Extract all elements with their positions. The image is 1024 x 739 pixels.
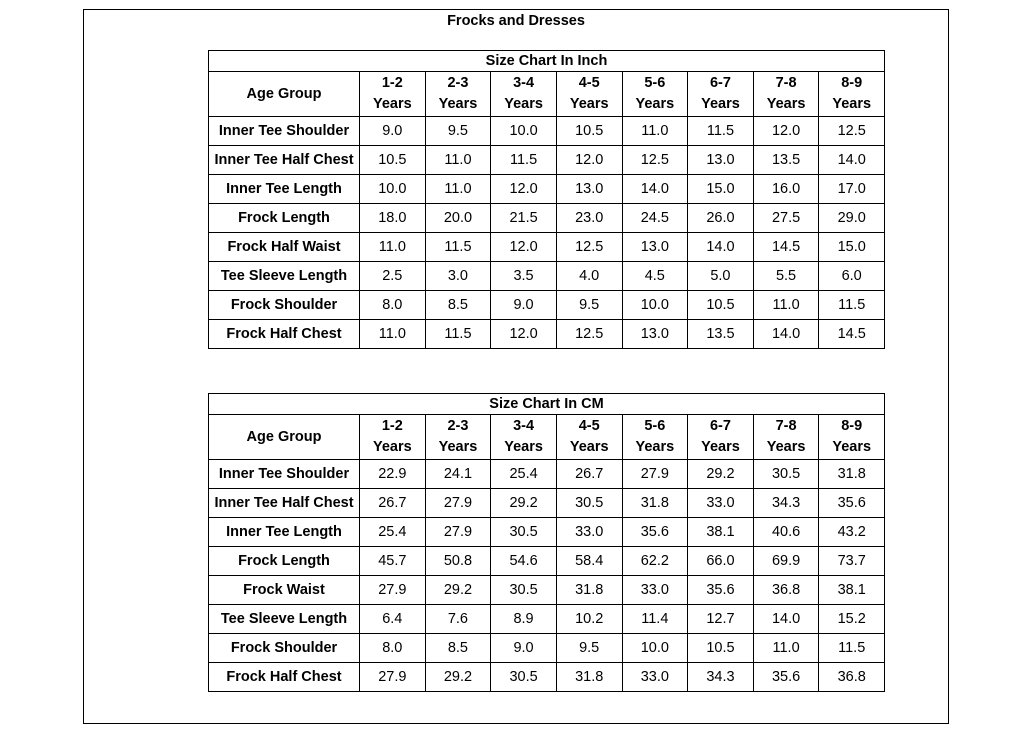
- table-row: [209, 547, 885, 576]
- measurement-cell: 5.5: [753, 262, 819, 291]
- measurement-cell: 11.0: [753, 291, 819, 320]
- measurement-cell: 11.0: [360, 320, 426, 349]
- measurement-cell: 14.0: [688, 233, 754, 262]
- column-header: [491, 415, 557, 460]
- measurement-cell: 10.5: [688, 634, 754, 663]
- measurement-cell: 22.9: [360, 460, 426, 489]
- measurement-cell: 38.1: [819, 576, 885, 605]
- measurement-cell: 54.6: [491, 547, 557, 576]
- table-row: [209, 146, 885, 175]
- column-unit: Years: [635, 96, 675, 112]
- measurement-cell: 31.8: [622, 489, 688, 518]
- measurement-cell: 40.6: [753, 518, 819, 547]
- table-header-row: [209, 72, 885, 117]
- column-header: [425, 415, 491, 460]
- measurement-cell: 11.5: [425, 320, 491, 349]
- row-label: Frock Length: [209, 547, 360, 576]
- measurement-cell: 27.9: [622, 460, 688, 489]
- measurement-cell: 30.5: [491, 576, 557, 605]
- measurement-cell: 6.4: [360, 605, 426, 634]
- measurement-cell: 14.0: [753, 605, 819, 634]
- column-age-range: 4-5: [578, 75, 600, 91]
- measurement-cell: 33.0: [622, 576, 688, 605]
- measurement-cell: 10.0: [622, 634, 688, 663]
- measurement-cell: 31.8: [556, 576, 622, 605]
- measurement-cell: 11.0: [360, 233, 426, 262]
- document-title: Frocks and Dresses: [447, 13, 585, 29]
- measurement-cell: 14.0: [753, 320, 819, 349]
- column-unit: Years: [438, 96, 478, 112]
- table-row: [209, 489, 885, 518]
- measurement-cell: 30.5: [491, 518, 557, 547]
- measurement-cell: 3.0: [425, 262, 491, 291]
- table-row: [209, 320, 885, 349]
- measurement-cell: 10.5: [556, 117, 622, 146]
- column-age-range: 1-2: [381, 75, 403, 91]
- column-header: [360, 415, 426, 460]
- column-unit: Years: [569, 96, 609, 112]
- measurement-cell: 15.0: [819, 233, 885, 262]
- row-label: Inner Tee Length: [209, 518, 360, 547]
- column-header: [753, 415, 819, 460]
- row-label: Frock Waist: [209, 576, 360, 605]
- measurement-cell: 9.5: [556, 291, 622, 320]
- measurement-cell: 27.9: [425, 489, 491, 518]
- measurement-cell: 11.0: [622, 117, 688, 146]
- measurement-cell: 30.5: [753, 460, 819, 489]
- measurement-cell: 34.3: [753, 489, 819, 518]
- measurement-cell: 10.0: [491, 117, 557, 146]
- table-row: [209, 175, 885, 204]
- measurement-cell: 33.0: [556, 518, 622, 547]
- table-row: [209, 117, 885, 146]
- measurement-cell: 12.0: [556, 146, 622, 175]
- row-label: Inner Tee Shoulder: [209, 117, 360, 146]
- column-age-range: 3-4: [513, 418, 535, 434]
- measurement-cell: 27.9: [425, 518, 491, 547]
- measurement-cell: 26.7: [556, 460, 622, 489]
- column-header: [360, 72, 426, 117]
- row-label: Frock Half Chest: [209, 320, 360, 349]
- row-header-label: Age Group: [209, 415, 360, 460]
- measurement-cell: 12.0: [491, 233, 557, 262]
- measurement-cell: 27.9: [360, 663, 426, 692]
- measurement-cell: 11.5: [819, 291, 885, 320]
- column-unit: Years: [766, 439, 806, 455]
- measurement-cell: 14.5: [753, 233, 819, 262]
- column-header: [819, 415, 885, 460]
- table-row: [209, 262, 885, 291]
- measurement-cell: 35.6: [688, 576, 754, 605]
- measurement-cell: 26.0: [688, 204, 754, 233]
- column-header: [425, 72, 491, 117]
- column-unit: Years: [701, 96, 740, 112]
- column-age-range: 3-4: [513, 75, 535, 91]
- measurement-cell: 12.5: [556, 233, 622, 262]
- measurement-cell: 11.5: [688, 117, 754, 146]
- column-unit: Years: [504, 439, 543, 455]
- measurement-cell: 29.0: [819, 204, 885, 233]
- table-row: [209, 634, 885, 663]
- column-unit: Years: [372, 439, 412, 455]
- column-age-range: 2-3: [447, 75, 469, 91]
- measurement-cell: 50.8: [425, 547, 491, 576]
- column-unit: Years: [832, 96, 872, 112]
- measurement-cell: 69.9: [753, 547, 819, 576]
- column-unit: Years: [635, 439, 675, 455]
- measurement-cell: 2.5: [360, 262, 426, 291]
- measurement-cell: 9.5: [556, 634, 622, 663]
- measurement-cell: 8.5: [425, 291, 491, 320]
- measurement-cell: 11.0: [753, 634, 819, 663]
- measurement-cell: 8.9: [491, 605, 557, 634]
- measurement-cell: 15.0: [688, 175, 754, 204]
- column-header: [622, 415, 688, 460]
- column-age-range: 6-7: [709, 418, 731, 434]
- column-header: [688, 415, 754, 460]
- measurement-cell: 35.6: [819, 489, 885, 518]
- column-header: [819, 72, 885, 117]
- row-label: Inner Tee Half Chest: [209, 489, 360, 518]
- measurement-cell: 34.3: [688, 663, 754, 692]
- measurement-cell: 45.7: [360, 547, 426, 576]
- measurement-cell: 18.0: [360, 204, 426, 233]
- column-header: [753, 72, 819, 117]
- column-header: [556, 415, 622, 460]
- table-caption-row: [209, 394, 885, 415]
- measurement-cell: 12.0: [491, 320, 557, 349]
- measurement-cell: 10.5: [360, 146, 426, 175]
- measurement-cell: 58.4: [556, 547, 622, 576]
- measurement-cell: 12.5: [819, 117, 885, 146]
- table-caption: Size Chart In CM: [209, 394, 885, 415]
- table-caption-row: [209, 51, 885, 72]
- column-unit: Years: [701, 439, 740, 455]
- measurement-cell: 12.7: [688, 605, 754, 634]
- measurement-cell: 9.0: [491, 291, 557, 320]
- column-unit: Years: [504, 96, 543, 112]
- measurement-cell: 11.5: [425, 233, 491, 262]
- measurement-cell: 24.1: [425, 460, 491, 489]
- row-label: Tee Sleeve Length: [209, 262, 360, 291]
- measurement-cell: 29.2: [425, 576, 491, 605]
- measurement-cell: 29.2: [491, 489, 557, 518]
- column-age-range: 6-7: [709, 75, 731, 91]
- measurement-cell: 36.8: [819, 663, 885, 692]
- measurement-cell: 43.2: [819, 518, 885, 547]
- row-label: Frock Length: [209, 204, 360, 233]
- row-label: Tee Sleeve Length: [209, 605, 360, 634]
- measurement-cell: 11.0: [425, 175, 491, 204]
- measurement-cell: 10.0: [622, 291, 688, 320]
- measurement-cell: 29.2: [688, 460, 754, 489]
- row-label: Frock Half Waist: [209, 233, 360, 262]
- table-row: [209, 460, 885, 489]
- table-row: [209, 204, 885, 233]
- row-label: Frock Shoulder: [209, 291, 360, 320]
- column-unit: Years: [372, 96, 412, 112]
- column-unit: Years: [569, 439, 609, 455]
- measurement-cell: 17.0: [819, 175, 885, 204]
- column-age-range: 7-8: [775, 75, 797, 91]
- measurement-cell: 9.5: [425, 117, 491, 146]
- table-row: [209, 605, 885, 634]
- measurement-cell: 6.0: [819, 262, 885, 291]
- measurement-cell: 25.4: [491, 460, 557, 489]
- measurement-cell: 16.0: [753, 175, 819, 204]
- column-header: [491, 72, 557, 117]
- measurement-cell: 25.4: [360, 518, 426, 547]
- table-caption: Size Chart In Inch: [209, 51, 885, 72]
- measurement-cell: 31.8: [819, 460, 885, 489]
- measurement-cell: 4.5: [622, 262, 688, 291]
- measurement-cell: 8.0: [360, 634, 426, 663]
- measurement-cell: 13.0: [622, 320, 688, 349]
- row-label: Frock Shoulder: [209, 634, 360, 663]
- column-header: [556, 72, 622, 117]
- table-row: [209, 233, 885, 262]
- measurement-cell: 27.5: [753, 204, 819, 233]
- measurement-cell: 27.9: [360, 576, 426, 605]
- measurement-cell: 66.0: [688, 547, 754, 576]
- column-age-range: 2-3: [447, 418, 469, 434]
- column-age-range: 8-9: [841, 418, 863, 434]
- measurement-cell: 35.6: [622, 518, 688, 547]
- measurement-cell: 10.5: [688, 291, 754, 320]
- measurement-cell: 30.5: [556, 489, 622, 518]
- measurement-cell: 62.2: [622, 547, 688, 576]
- column-header: [622, 72, 688, 117]
- size-chart-inch-table: [208, 50, 885, 349]
- column-age-range: 1-2: [381, 418, 403, 434]
- table-row: [209, 291, 885, 320]
- size-chart-cm-table: [208, 393, 885, 692]
- table-row: [209, 663, 885, 692]
- measurement-cell: 12.0: [491, 175, 557, 204]
- column-age-range: 4-5: [578, 418, 600, 434]
- measurement-cell: 11.5: [491, 146, 557, 175]
- measurement-cell: 26.7: [360, 489, 426, 518]
- row-label: Inner Tee Length: [209, 175, 360, 204]
- measurement-cell: 11.0: [425, 146, 491, 175]
- measurement-cell: 30.5: [491, 663, 557, 692]
- column-unit: Years: [832, 439, 872, 455]
- column-unit: Years: [766, 96, 806, 112]
- measurement-cell: 10.0: [360, 175, 426, 204]
- measurement-cell: 12.5: [556, 320, 622, 349]
- measurement-cell: 36.8: [753, 576, 819, 605]
- column-unit: Years: [438, 439, 478, 455]
- measurement-cell: 24.5: [622, 204, 688, 233]
- row-label: Frock Half Chest: [209, 663, 360, 692]
- measurement-cell: 12.0: [753, 117, 819, 146]
- measurement-cell: 11.4: [622, 605, 688, 634]
- measurement-cell: 33.0: [688, 489, 754, 518]
- measurement-cell: 12.5: [622, 146, 688, 175]
- measurement-cell: 8.0: [360, 291, 426, 320]
- table-row: [209, 518, 885, 547]
- measurement-cell: 8.5: [425, 634, 491, 663]
- measurement-cell: 23.0: [556, 204, 622, 233]
- measurement-cell: 11.5: [819, 634, 885, 663]
- measurement-cell: 38.1: [688, 518, 754, 547]
- column-age-range: 7-8: [775, 418, 797, 434]
- measurement-cell: 9.0: [491, 634, 557, 663]
- measurement-cell: 14.0: [622, 175, 688, 204]
- row-label: Inner Tee Shoulder: [209, 460, 360, 489]
- measurement-cell: 13.0: [688, 146, 754, 175]
- column-age-range: 5-6: [644, 418, 666, 434]
- measurement-cell: 13.5: [753, 146, 819, 175]
- measurement-cell: 13.0: [622, 233, 688, 262]
- table-row: [209, 576, 885, 605]
- column-header: [688, 72, 754, 117]
- measurement-cell: 29.2: [425, 663, 491, 692]
- measurement-cell: 7.6: [425, 605, 491, 634]
- table-header-row: [209, 415, 885, 460]
- measurement-cell: 21.5: [491, 204, 557, 233]
- measurement-cell: 13.5: [688, 320, 754, 349]
- measurement-cell: 15.2: [819, 605, 885, 634]
- measurement-cell: 5.0: [688, 262, 754, 291]
- measurement-cell: 14.0: [819, 146, 885, 175]
- measurement-cell: 73.7: [819, 547, 885, 576]
- row-label: Inner Tee Half Chest: [209, 146, 360, 175]
- measurement-cell: 9.0: [360, 117, 426, 146]
- measurement-cell: 14.5: [819, 320, 885, 349]
- measurement-cell: 20.0: [425, 204, 491, 233]
- measurement-cell: 4.0: [556, 262, 622, 291]
- measurement-cell: 10.2: [556, 605, 622, 634]
- measurement-cell: 31.8: [556, 663, 622, 692]
- column-age-range: 8-9: [841, 75, 863, 91]
- measurement-cell: 33.0: [622, 663, 688, 692]
- column-age-range: 5-6: [644, 75, 666, 91]
- measurement-cell: 3.5: [491, 262, 557, 291]
- measurement-cell: 13.0: [556, 175, 622, 204]
- measurement-cell: 35.6: [753, 663, 819, 692]
- row-header-label: Age Group: [209, 72, 360, 117]
